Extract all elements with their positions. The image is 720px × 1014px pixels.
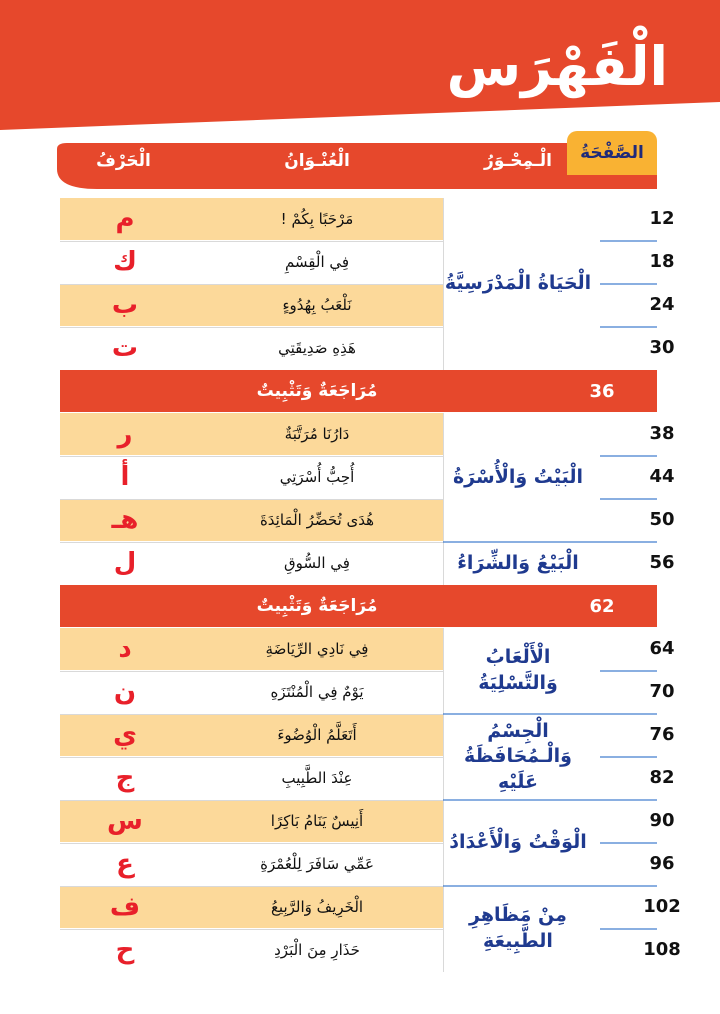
lesson-title[interactable]: عَمِّي سَافَرَ لِلْعُمْرَةِ: [260, 855, 374, 873]
lesson-title[interactable]: فِي نَادِي الرِّيَاضَةِ: [265, 640, 369, 658]
theme-time: الْوَقْتُ وَالْأَعْدَادُ: [449, 831, 587, 854]
page-divider: [600, 240, 657, 242]
header-theme: الْـمِحْـوَرُ: [484, 151, 552, 171]
page-divider: [600, 842, 657, 844]
review-row: [60, 370, 657, 412]
row-divider: [60, 241, 444, 242]
lesson-letter: هـ: [111, 505, 139, 535]
page-divider: [600, 455, 657, 457]
page-number: 82: [649, 767, 675, 788]
page-number: 64: [649, 638, 675, 659]
lesson-letter: ع: [116, 849, 134, 879]
header-page: الصَّفْحَةُ: [567, 131, 657, 175]
lesson-letter: أ: [120, 462, 130, 492]
review-title[interactable]: مُرَاجَعَةٌ وَتَثْبِيتٌ: [256, 596, 378, 616]
page-number: 50: [649, 509, 675, 530]
row-divider: [60, 542, 444, 543]
page-divider: [600, 670, 657, 672]
page-number: 18: [649, 251, 675, 272]
review-row: [60, 585, 657, 627]
lesson-title[interactable]: مَرْحَبًا بِكُمْ !: [280, 210, 354, 228]
lesson-title[interactable]: دَارُنَا مُرَتَّبَةٌ: [284, 425, 350, 443]
theme-games: الْأَلْعَابُ وَالتَّسْلِيَةُ: [478, 646, 558, 694]
lesson-letter: ج: [115, 763, 135, 793]
page-number: 102: [643, 896, 681, 917]
theme-nature: مِنْ مَظَاهِرِ الطَّبِيعَةِ: [469, 904, 567, 952]
row-divider: [60, 843, 444, 844]
row-divider: [60, 499, 444, 500]
page-number: 38: [649, 423, 675, 444]
lesson-letter: م: [115, 204, 135, 234]
lesson-title[interactable]: فِي الْقِسْمِ: [284, 253, 350, 271]
row-divider: [60, 757, 444, 758]
lesson-title[interactable]: فِي السُّوقِ: [284, 554, 350, 572]
row-divider: [60, 327, 444, 328]
lesson-title[interactable]: يَوْمٌ فِي الْمُنْتَزَهِ: [270, 683, 364, 701]
page-number: 30: [649, 337, 675, 358]
lesson-letter: س: [107, 806, 143, 836]
page-number: 12: [649, 208, 675, 229]
lesson-letter: ف: [109, 892, 141, 922]
lesson-title[interactable]: أَتَعَلَّمُ الْوُضُوءَ: [277, 726, 357, 744]
page-number: 90: [649, 810, 675, 831]
page-divider: [600, 928, 657, 930]
theme-school: الْحَيَاةُ الْمَدْرَسِيَّةُ: [444, 272, 592, 295]
lesson-letter: ح: [115, 935, 135, 965]
lesson-title[interactable]: هُدَى تُحَضِّرُ الْمَائِدَةَ: [259, 511, 375, 529]
lesson-title[interactable]: أَنِيسٌ يَنَامُ بَاكِرًا: [270, 812, 364, 830]
row-divider: [60, 886, 444, 887]
lesson-letter: ل: [113, 548, 137, 578]
theme-home: الْبَيْتُ وَالْأُسْرَةُ: [452, 465, 584, 488]
page-number: 96: [649, 853, 675, 874]
lesson-letter: ب: [111, 290, 139, 320]
row-divider: [60, 456, 444, 457]
review-title[interactable]: مُرَاجَعَةٌ وَتَثْبِيتٌ: [256, 381, 378, 401]
lesson-title[interactable]: هَذِهِ صَدِيقَتِي: [278, 339, 356, 357]
lesson-letter: ن: [113, 677, 137, 707]
lesson-letter: ك: [113, 247, 137, 277]
row-divider: [60, 929, 444, 930]
page-divider: [600, 326, 657, 328]
lesson-title[interactable]: الْخَرِيفُ وَالرَّبِيعُ: [270, 898, 364, 916]
lesson-title[interactable]: حَذَارِ مِنَ الْبَرْدِ: [274, 941, 360, 959]
header-letter: الْحَرْفُ: [96, 151, 151, 171]
page-number: 108: [643, 939, 681, 960]
row-divider: [60, 671, 444, 672]
page-title: الْفَهْرَس: [446, 35, 668, 98]
review-page-number: 36: [589, 380, 615, 402]
lesson-title[interactable]: عِنْدَ الطَّبِيبِ: [281, 769, 353, 787]
row-divider: [60, 800, 444, 801]
page-number: 44: [649, 466, 675, 487]
table-header: [57, 143, 657, 189]
page-divider: [600, 498, 657, 500]
theme-body: الْجِسْمُ وَالْـمُحَافَظَةُ عَلَيْهِ: [464, 719, 572, 793]
page-number: 76: [649, 724, 675, 745]
review-page-number: 62: [589, 595, 615, 617]
lesson-letter: د: [118, 634, 132, 664]
page-number: 56: [649, 552, 675, 573]
theme-shopping: الْبَيْعُ وَالشِّرَاءُ: [457, 551, 579, 574]
page-divider: [600, 756, 657, 758]
page-number: 24: [649, 294, 675, 315]
lesson-title[interactable]: أُحِبُّ أُسْرَتِي: [279, 468, 355, 486]
lesson-letter: ي: [113, 720, 137, 750]
lesson-letter: ت: [111, 333, 139, 363]
page-divider: [600, 283, 657, 285]
row-divider: [60, 284, 444, 285]
lesson-letter: ر: [117, 419, 133, 449]
header-banner: [0, 0, 720, 130]
page-number: 70: [649, 681, 675, 702]
lesson-title[interactable]: نَلْعَبُ بِهُدُوءٍ: [282, 296, 352, 314]
row-divider: [60, 714, 444, 715]
header-title: الْعُنْـوَانُ: [284, 151, 350, 171]
